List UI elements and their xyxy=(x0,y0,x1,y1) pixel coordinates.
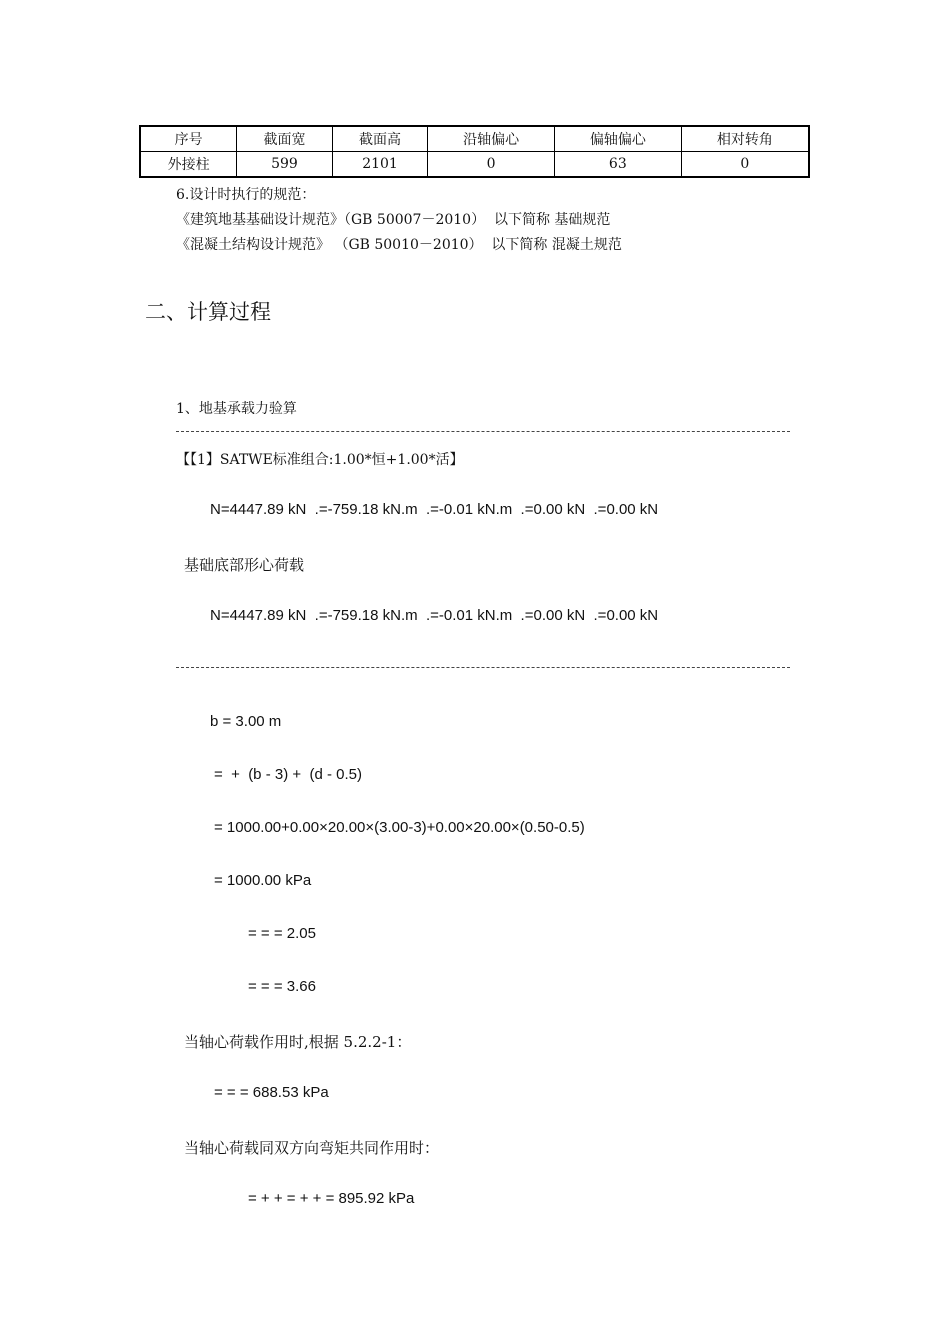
table-cell: 0 xyxy=(681,152,809,178)
divider-top xyxy=(176,431,790,432)
axial-load-result: = = = 688.53 kPa xyxy=(214,1084,329,1101)
centroid-load-label: 基础底部形心荷载 xyxy=(184,556,305,574)
calc-formula: = + (b - 3) + (d - 0.5) xyxy=(214,766,362,783)
table-header-cell: 序号 xyxy=(140,126,237,152)
table-header-cell: 相对转角 xyxy=(681,126,809,152)
axial-load-label: 当轴心荷载作用时,根据 5.2.2-1： xyxy=(184,1033,412,1051)
table-cell: 63 xyxy=(554,152,681,178)
load-values-2: N=4447.89 kN .=-759.18 kN.m .=-0.01 kN.m .=0.00 kN .=0.00 kN xyxy=(210,607,659,624)
table-header-cell: 截面宽 xyxy=(237,126,333,152)
biaxial-load-label: 当轴心荷载同双方向弯矩共同作用时： xyxy=(184,1139,440,1157)
load-combination-label: 【【1】SATWE标准组合:1.00*恒+1.00*活】 xyxy=(176,452,464,468)
calc-fa-result: = 1000.00 kPa xyxy=(214,872,312,889)
table-header-cell: 偏轴偏心 xyxy=(554,126,681,152)
table-cell: 2101 xyxy=(332,152,428,178)
table-header-row xyxy=(140,126,809,152)
divider-bottom xyxy=(176,667,790,668)
section-title: 二、计算过程 xyxy=(145,300,271,324)
subsection-title: 1、地基承载力验算 xyxy=(176,401,297,417)
table-row xyxy=(140,152,809,178)
calc-width-b: b = 3.00 m xyxy=(210,713,282,730)
codes-heading: 6.设计时执行的规范： xyxy=(176,187,316,203)
table-header-cell: 沿轴偏心 xyxy=(428,126,555,152)
section-parameter-table xyxy=(139,125,810,178)
table-header-cell: 截面高 xyxy=(332,126,428,152)
code-line-foundation: 《建筑地基基础设计规范》（GB 50007－2010） 以下简称 基础规范 xyxy=(176,212,611,228)
code-line-concrete: 《混凝土结构设计规范》 （GB 50010－2010） 以下简称 混凝土规范 xyxy=(176,237,622,253)
calc-substituted: = 1000.00+0.00×20.00×(3.00-3)+0.00×20.00×(0.50-0.5) xyxy=(214,819,585,836)
calc-ratio-1: = = = 2.05 xyxy=(248,925,316,942)
table-cell: 599 xyxy=(237,152,333,178)
biaxial-load-result: = + + = + + = 895.92 kPa xyxy=(248,1190,415,1207)
load-values-1: N=4447.89 kN .=-759.18 kN.m .=-0.01 kN.m .=0.00 kN .=0.00 kN xyxy=(210,501,659,518)
calc-ratio-2: = = = 3.66 xyxy=(248,978,316,995)
table-cell: 0 xyxy=(428,152,555,178)
table-cell: 外接柱 xyxy=(140,152,237,178)
